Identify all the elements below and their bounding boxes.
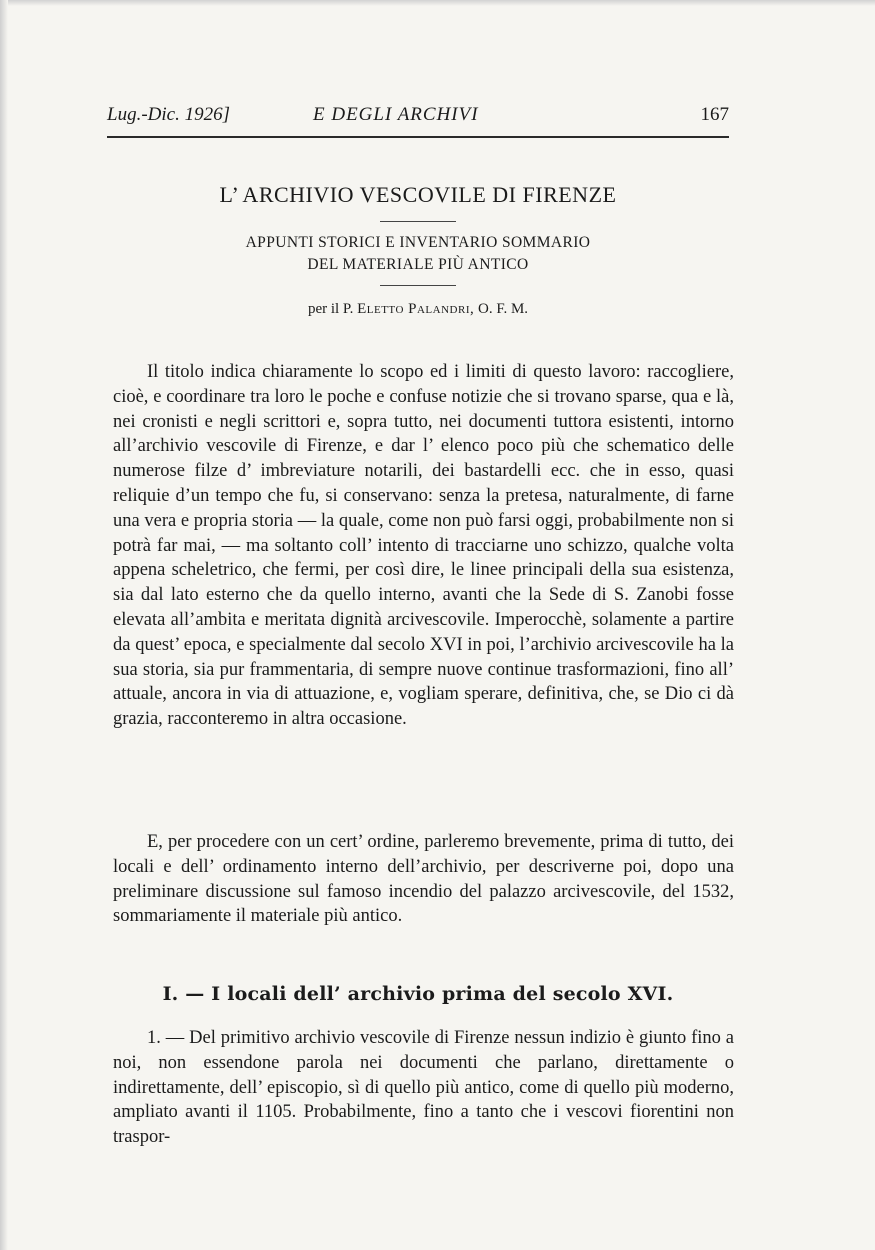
byline-author: Eletto Palandri, xyxy=(357,301,475,317)
header-rule xyxy=(107,136,729,138)
byline xyxy=(107,301,729,318)
title-divider xyxy=(380,221,456,222)
byline-suffix: O. F. M. xyxy=(477,301,529,317)
section-heading: I. — I locali dell’ archivio prima del secolo XVI. xyxy=(162,983,674,1005)
header-date: Lug.-Dic. 1926] xyxy=(107,104,230,125)
subtitle-divider xyxy=(380,285,456,286)
subtitle-line-1: APPUNTI STORICI E INVENTARIO SOMMARIO xyxy=(245,234,591,251)
page-edge-top xyxy=(0,0,875,6)
header-journal-title: E DEGLI ARCHIVI xyxy=(313,104,479,125)
paragraph-2: E, per procedere con un cert’ ordine, parleremo brevemente, prima di tutto, dei locali e dell’ ordinamento interno dell’archivio, per descriverne poi, dopo una preliminare discussione sul famoso incendio del palazzo arcivescovile, del 1532, sommariamente il materiale più antico. xyxy=(113,832,734,927)
byline-prefix: per il P. xyxy=(307,301,354,317)
page-number: 167 xyxy=(700,104,729,125)
paragraph-3: 1. — Del primitivo archivio vescovile di Firenze nessun indizio è giunto fino a noi, non essendone parola nei documenti che parlano, direttamente o indirettamente, dell’ episcopio, sì di quello più antico, come di quello più moderno, ampliato avanti il 1105. Probabilmente, fino a tanto che i vescovi fiorentini non traspor- xyxy=(113,1028,734,1148)
paragraph-1: Il titolo indica chiaramente lo scopo ed i limiti di questo lavoro: raccogliere, cioè, e coordinare tra loro le poche e confuse notizie che si trovano sparse, qua e là, nei cronisti e negli scrittori e, sopra tutto, nei documenti tuttora esistenti, intorno all’archivio vescovile di Firenze, e dar l’ elenco poco più che schematico delle numerose filze d’ imbreviature notarili, dei bastardelli ecc. che in esso, quasi reliquie d’un tempo che fu, si conservano: senza la pretesa, naturalmente, di farne una vera e propria storia — la quale, come non può farsi oggi, probabilmente non si potrà far mai, — ma soltanto coll’ intento di tracciarne uno schizzo, qualche volta appena scheletrico, che fermi, per così dire, le linee principali della sua esistenza, sia dal lato esterno che da quello interno, avanti che la Sede di S. Zanobi fosse elevata all’ambita e meritata dignità arcivescovile. Imperocchè, solamente a partire da quest’ epoca, e specialmente dal secolo XVI in poi, l’archivio arcivescovile ha la sua storia, sia pur frammentaria, di sempre nuove continue trasformazioni, fino all’ attuale, ancora in via di attuazione, e, vogliam sperare, definitiva, che, se Dio ci dà grazia, racconteremo in altra occasione. xyxy=(113,362,734,730)
page-edge-left xyxy=(0,0,8,1250)
subtitle-line-2: DEL MATERIALE PIÙ ANTICO xyxy=(307,256,529,273)
running-header xyxy=(107,100,729,130)
article-title: L’ ARCHIVIO VESCOVILE DI FIRENZE xyxy=(219,182,617,207)
